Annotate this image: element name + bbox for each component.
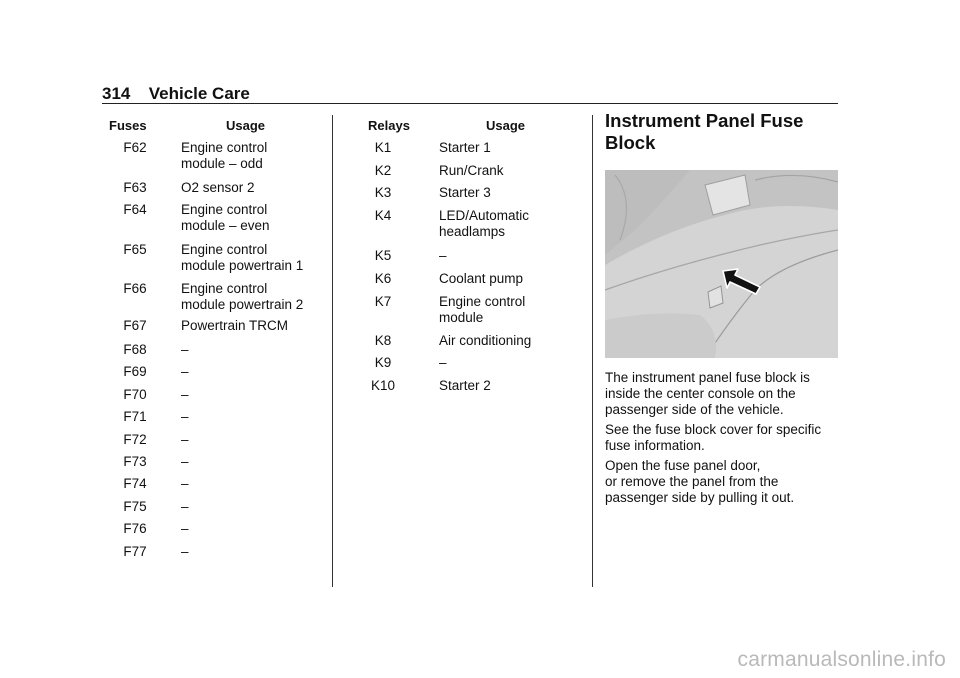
row-code: F71 (123, 409, 147, 424)
row-usage: Air conditioning (439, 333, 532, 348)
row-usage: Run/Crank (439, 163, 504, 178)
row-code: F65 (123, 242, 147, 257)
column-divider-right (592, 115, 593, 587)
fuse-block-location-illustration (605, 170, 838, 358)
row-code: F72 (123, 432, 147, 447)
fuse-table-header-code: Fuses (109, 118, 147, 133)
row-code: F62 (123, 140, 147, 155)
row-usage: Starter 3 (439, 185, 491, 200)
row-code: K2 (374, 163, 392, 178)
row-usage: – (439, 248, 447, 263)
row-usage: – (181, 454, 189, 469)
row-usage: – (181, 387, 189, 402)
relay-table-header-code: Relays (368, 118, 410, 133)
row-code: F73 (123, 454, 147, 469)
row-usage: – (181, 499, 189, 514)
row-usage: O2 sensor 2 (181, 180, 255, 195)
row-code: K10 (370, 378, 396, 393)
page-header (102, 84, 250, 104)
row-usage: Powertrain TRCM (181, 318, 289, 333)
row-code: K5 (374, 248, 392, 263)
row-usage: – (181, 432, 189, 447)
instrument-panel-title (605, 110, 840, 154)
row-code: K1 (374, 140, 392, 155)
row-usage: – (181, 544, 189, 559)
row-usage: Starter 2 (439, 378, 491, 393)
row-usage: Engine control module – odd (181, 140, 268, 171)
row-usage: Engine control module (439, 294, 526, 325)
row-code: F69 (123, 364, 147, 379)
paragraph-location: The instrument panel fuse block is inside the center console on the passenger side of the vehicle. (605, 370, 810, 417)
page-number: 314 (102, 84, 131, 103)
row-usage: Engine control module – even (181, 202, 270, 233)
row-usage: – (181, 409, 189, 424)
row-code: F68 (123, 342, 147, 357)
row-usage: – (181, 364, 189, 379)
column-divider-left (332, 115, 333, 587)
instrument-panel-title-text: Instrument Panel Fuse Block (605, 110, 804, 153)
row-usage: – (181, 476, 189, 491)
row-code: K9 (374, 355, 392, 370)
paragraph-open-door: Open the fuse panel door, or remove the panel from the passenger side by pulling it out. (605, 458, 795, 505)
row-code: K6 (374, 271, 392, 286)
row-code: K3 (374, 185, 392, 200)
row-usage: – (181, 521, 189, 536)
row-code: K8 (374, 333, 392, 348)
row-code: F64 (123, 202, 147, 217)
row-usage: Engine control module powertrain 2 (181, 281, 304, 312)
row-code: F67 (123, 318, 147, 333)
row-usage: – (181, 342, 189, 357)
row-usage: Coolant pump (439, 271, 524, 286)
row-code: F70 (123, 387, 147, 402)
paragraph-cover-info: See the fuse block cover for specific fuse information. (605, 422, 822, 453)
row-usage: – (439, 355, 447, 370)
row-usage: LED/Automatic headlamps (439, 208, 530, 239)
row-code: K7 (374, 294, 392, 309)
section-title-header: Vehicle Care (148, 84, 250, 103)
row-code: F63 (123, 180, 147, 195)
row-usage: Engine control module powertrain 1 (181, 242, 304, 273)
relay-table-header-usage: Usage (486, 118, 526, 133)
row-code: F66 (123, 281, 147, 296)
row-code: F75 (123, 499, 147, 514)
row-code: F74 (123, 476, 147, 491)
row-code: F77 (123, 544, 147, 559)
row-code: K4 (374, 208, 392, 223)
watermark: carmanualsonline.info (737, 648, 946, 671)
row-code: F76 (123, 521, 147, 536)
row-usage: Starter 1 (439, 140, 491, 155)
fuse-table-header-usage: Usage (226, 118, 266, 133)
header-rule (102, 103, 838, 104)
